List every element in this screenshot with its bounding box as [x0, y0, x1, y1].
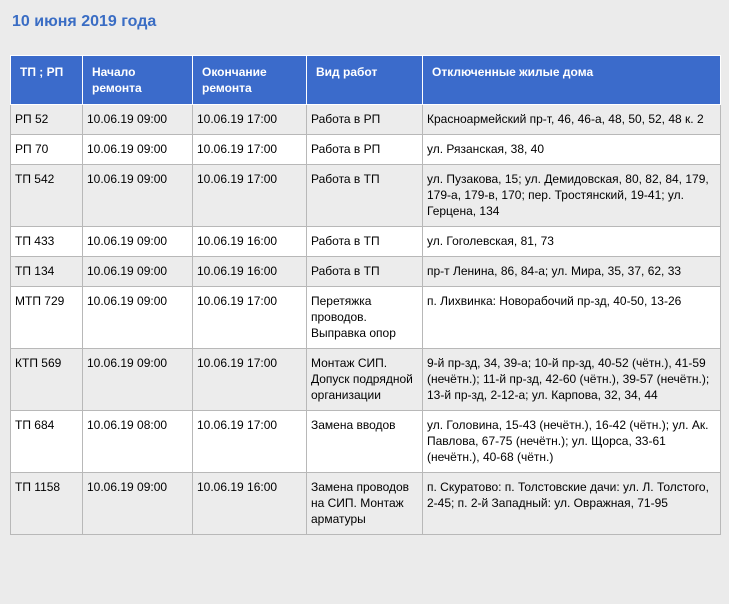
- cell-houses: пр-т Ленина, 86, 84-а; ул. Мира, 35, 37, 62, 33: [423, 257, 721, 287]
- table-row: [11, 349, 721, 411]
- table-row: [11, 227, 721, 257]
- header-substation: ТП ; РП: [11, 56, 83, 105]
- table-row: [11, 165, 721, 227]
- table-row: [11, 473, 721, 535]
- cell-houses: ул. Пузакова, 15; ул. Демидовская, 80, 82, 84, 179, 179-а, 179-в, 170; пер. Тростянский, 19-41; ул. Герцена, 134: [423, 165, 721, 227]
- cell-work-type: Замена вводов: [307, 411, 423, 473]
- page-title: 10 июня 2019 года: [12, 13, 157, 30]
- table-row: [11, 411, 721, 473]
- cell-start: 10.06.19 09:00: [83, 287, 193, 349]
- cell-work-type: Перетяжка проводов. Выправка опор: [307, 287, 423, 349]
- cell-start: 10.06.19 09:00: [83, 349, 193, 411]
- cell-houses: 9-й пр-зд, 34, 39-а; 10-й пр-зд, 40-52 (чётн.), 41-59 (нечётн.); 11-й пр-зд, 42-60 (чётн.), 39-57 (нечётн.); 13-й пр-зд, 2-12-а; ул. Карпова, 32, 34, 44: [423, 349, 721, 411]
- cell-end: 10.06.19 17:00: [193, 349, 307, 411]
- cell-start: 10.06.19 09:00: [83, 165, 193, 227]
- cell-substation: КТП 569: [11, 349, 83, 411]
- cell-end: 10.06.19 17:00: [193, 135, 307, 165]
- cell-end: 10.06.19 17:00: [193, 411, 307, 473]
- cell-work-type: Работа в ТП: [307, 165, 423, 227]
- table-row: [11, 105, 721, 135]
- cell-end: 10.06.19 16:00: [193, 473, 307, 535]
- cell-end: 10.06.19 17:00: [193, 287, 307, 349]
- cell-end: 10.06.19 17:00: [193, 105, 307, 135]
- cell-work-type: Работа в РП: [307, 105, 423, 135]
- cell-start: 10.06.19 09:00: [83, 257, 193, 287]
- cell-start: 10.06.19 09:00: [83, 105, 193, 135]
- cell-substation: ТП 433: [11, 227, 83, 257]
- cell-start: 10.06.19 08:00: [83, 411, 193, 473]
- outage-table: [10, 55, 721, 535]
- header-start: Начало ремонта: [83, 56, 193, 105]
- header-work-type: Вид работ: [307, 56, 423, 105]
- cell-start: 10.06.19 09:00: [83, 227, 193, 257]
- table-row: [11, 287, 721, 349]
- cell-substation: ТП 1158: [11, 473, 83, 535]
- cell-houses: п. Скуратово: п. Толстовские дачи: ул. Л. Толстого, 2-45; п. 2-й Западный: ул. Овражная, 71-95: [423, 473, 721, 535]
- cell-substation: РП 52: [11, 105, 83, 135]
- cell-end: 10.06.19 16:00: [193, 257, 307, 287]
- cell-substation: ТП 134: [11, 257, 83, 287]
- cell-houses: ул. Рязанская, 38, 40: [423, 135, 721, 165]
- cell-substation: ТП 684: [11, 411, 83, 473]
- cell-houses: ул. Головина, 15-43 (нечётн.), 16-42 (чётн.); ул. Ак. Павлова, 67-75 (нечётн.); ул. Щорса, 33-61 (нечётн.), 40-68 (чётн.): [423, 411, 721, 473]
- cell-houses: Красноармейский пр-т, 46, 46-а, 48, 50, 52, 48 к. 2: [423, 105, 721, 135]
- cell-houses: ул. Гоголевская, 81, 73: [423, 227, 721, 257]
- cell-work-type: Работа в ТП: [307, 227, 423, 257]
- cell-start: 10.06.19 09:00: [83, 135, 193, 165]
- cell-substation: РП 70: [11, 135, 83, 165]
- cell-start: 10.06.19 09:00: [83, 473, 193, 535]
- cell-work-type: Работа в РП: [307, 135, 423, 165]
- cell-houses: п. Лихвинка: Новорабочий пр-зд, 40-50, 13-26: [423, 287, 721, 349]
- table-row: [11, 257, 721, 287]
- table-row: [11, 135, 721, 165]
- cell-end: 10.06.19 16:00: [193, 227, 307, 257]
- cell-work-type: Замена проводов на СИП. Монтаж арматуры: [307, 473, 423, 535]
- cell-substation: ТП 542: [11, 165, 83, 227]
- cell-work-type: Монтаж СИП. Допуск подрядной организации: [307, 349, 423, 411]
- cell-end: 10.06.19 17:00: [193, 165, 307, 227]
- cell-substation: МТП 729: [11, 287, 83, 349]
- table-header-row: [11, 56, 721, 105]
- header-end: Окончание ремонта: [193, 56, 307, 105]
- cell-work-type: Работа в ТП: [307, 257, 423, 287]
- header-houses: Отключенные жилые дома: [423, 56, 721, 105]
